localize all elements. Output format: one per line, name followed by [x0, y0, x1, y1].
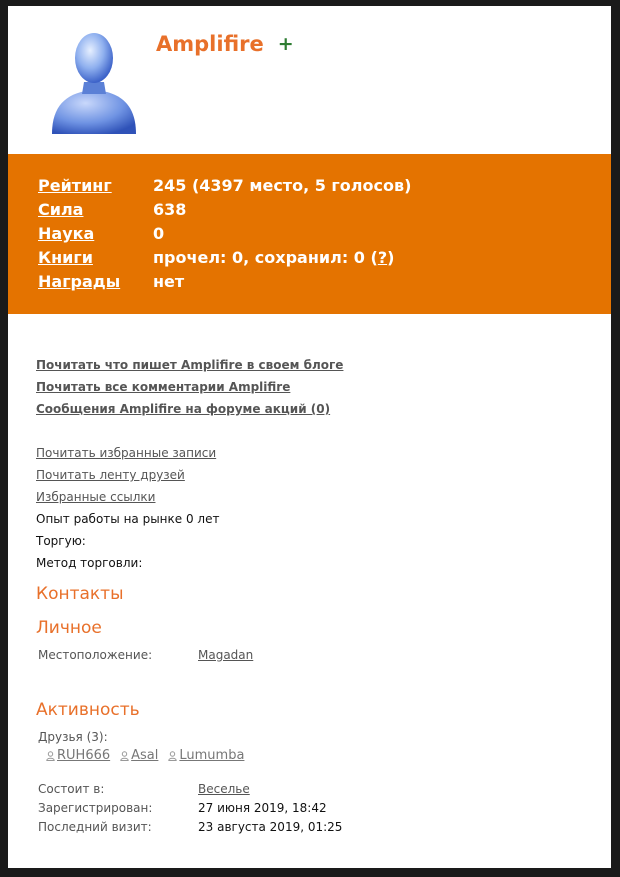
- stat-books-value: [153, 248, 394, 267]
- friend-name: RUH666: [57, 748, 111, 763]
- member-of-label: Состоит в:: [38, 782, 105, 796]
- friend-link[interactable]: [46, 748, 110, 763]
- registered-label: Зарегистрирован:: [38, 801, 153, 815]
- user-icon: [120, 751, 129, 761]
- username-heading: [156, 32, 294, 56]
- stat-books-label[interactable]: Книги: [38, 248, 93, 267]
- last-visit-label: Последний визит:: [38, 820, 152, 834]
- group-link[interactable]: Веселье: [198, 782, 250, 796]
- friends-label: Друзья (3):: [38, 730, 108, 744]
- friends-list: [46, 748, 254, 763]
- stat-books-close: ): [387, 248, 395, 267]
- friends-feed-link[interactable]: Почитать ленту друзей: [36, 468, 185, 482]
- friend-name: Lumumba: [179, 748, 245, 763]
- location-link[interactable]: Magadan: [198, 648, 254, 662]
- friend-link[interactable]: [120, 748, 158, 763]
- stat-awards-label[interactable]: Награды: [38, 272, 121, 291]
- stat-science-value: 0: [153, 224, 165, 243]
- trading-text: Торгую:: [36, 534, 86, 548]
- stat-strength-value: 638: [153, 200, 187, 219]
- stat-rating-value: 245 (4397 место, 5 голосов): [153, 176, 412, 195]
- stat-awards-value: нет: [153, 272, 185, 291]
- profile-page: [8, 6, 611, 868]
- registered-value: 27 июня 2019, 18:42: [198, 801, 327, 815]
- last-visit-value: 23 августа 2019, 01:25: [198, 820, 343, 834]
- location-label: Местоположение:: [38, 648, 153, 662]
- avatar: [48, 24, 140, 134]
- username[interactable]: Amplifire: [156, 32, 264, 56]
- experience-text: Опыт работы на рынке 0 лет: [36, 512, 220, 526]
- favorite-links-link[interactable]: Избранные ссылки: [36, 490, 156, 504]
- stat-science-label[interactable]: Наука: [38, 224, 95, 243]
- forum-messages-link[interactable]: Сообщения Amplifire на форуме акций (0): [36, 402, 331, 416]
- user-icon: [46, 751, 55, 761]
- activity-heading: Активность: [36, 700, 140, 720]
- user-icon: [168, 751, 177, 761]
- stat-books-text: прочел: 0, сохранил: 0 (: [153, 248, 378, 267]
- add-friend-button[interactable]: +: [277, 33, 294, 55]
- trading-method-text: Метод торговли:: [36, 556, 143, 570]
- contacts-heading: Контакты: [36, 584, 124, 604]
- friend-name: Asal: [131, 748, 159, 763]
- stat-rating-label[interactable]: Рейтинг: [38, 176, 112, 195]
- favorite-posts-link[interactable]: Почитать избранные записи: [36, 446, 217, 460]
- stat-strength-label[interactable]: Сила: [38, 200, 84, 219]
- stats-panel: [8, 154, 611, 314]
- friend-link[interactable]: [168, 748, 244, 763]
- comments-link[interactable]: Почитать все комментарии Amplifire: [36, 380, 291, 394]
- personal-heading: Личное: [36, 618, 102, 638]
- blog-link[interactable]: Почитать что пишет Amplifire в своем блоге: [36, 358, 344, 372]
- books-help-link[interactable]: ?: [377, 248, 388, 267]
